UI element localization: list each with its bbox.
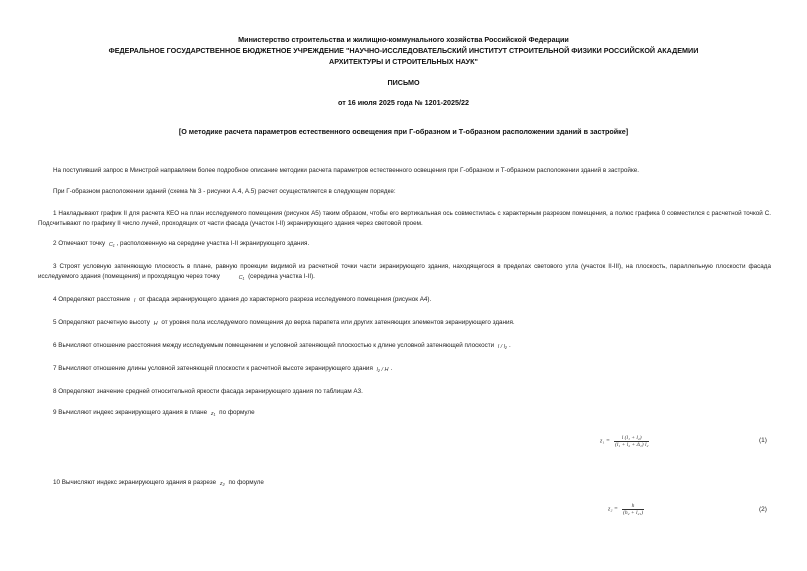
- symbol-z1: z₁: [210, 411, 216, 417]
- step-10-text-b: по формуле: [228, 479, 264, 486]
- step-9-paragraph: [53, 408, 255, 419]
- ministry-name: Министерство строительства и жилищно-коммунального хозяйства Российской Федерации: [238, 35, 569, 44]
- formula-1: [600, 432, 649, 450]
- step-7-text: 7 Вычисляют отношение длины условной затеняющей плоскости к расчетной высоте экранирующего здания: [53, 365, 373, 372]
- symbol-h: H: [153, 321, 158, 327]
- step-6-paragraph: 6 Вычисляют отношение расстояния между исследуемым помещением и условной затеняющей плоскостью к длине условной затеняющей плоскости l / l₂ .: [53, 342, 511, 350]
- step-3-paragraph: [38, 262, 771, 283]
- symbol-c1: C₁: [108, 242, 115, 248]
- symbol-z2: z₂: [219, 481, 225, 487]
- formula-2-numerator: h: [622, 503, 644, 510]
- document-subject: [О методике расчета параметров естественного освещения при Г-образном и Т-образном расположении зданий в застройке]: [178, 127, 629, 136]
- ratio-l2-h: l₂ / H: [376, 367, 389, 373]
- step-5-paragraph: [53, 318, 515, 329]
- step-3-text-b: (середина участка I-II).: [248, 273, 315, 280]
- step-1-paragraph: 1 Накладывают график II для расчета КЕО на план исследуемого помещения (рисунок А5) таким образом, чтобы его вертикальная ось совместилась с характерным разрезом помещения, а полюс графика 0 совместился с расчетной точкой С. Подсчитывают по графику II число лучей, проходящих от части фасада (участок I-II) экранирующего здания через световой проем.: [38, 210, 771, 227]
- step-10-paragraph: [53, 478, 264, 489]
- formula-1-denominator: (l₁ + l₂ + Δ₁) l₂: [614, 441, 649, 448]
- institution-name-line2: АРХИТЕКТУРЫ И СТРОИТЕЛЬНЫХ НАУК": [329, 57, 478, 66]
- intro-paragraph: На поступивший запрос в Минстрой направляем более подробное описание методики расчета параметров естественного освещения при Г-образном и Т-образном расположении зданий в застройке.: [53, 167, 640, 174]
- equation-2-number: (2): [759, 506, 767, 513]
- formula-1-lhs: z₁ =: [600, 438, 610, 445]
- ratio-l-l2: l / l₂: [497, 344, 508, 350]
- symbol-l: l: [133, 298, 136, 304]
- step-5-text-a: 5 Определяют расчетную высоту: [53, 319, 150, 326]
- step-5-text-b: от уровня пола исследуемого помещения до верха парапета или других затеняющих элементов экранирующего здания.: [161, 319, 515, 326]
- formula-1-numerator: l (l₁ + l₂): [614, 435, 649, 442]
- step-9-text-b: по формуле: [219, 409, 255, 416]
- institution-name-line1: ФЕДЕРАЛЬНОЕ ГОСУДАРСТВЕННОЕ БЮДЖЕТНОЕ УЧРЕЖДЕНИЕ "НАУЧНО-ИССЛЕДОВАТЕЛЬСКИЙ ИНСТИТУТ СТРОИТЕЛЬНОЙ ФИЗИКИ РОССИЙСКОЙ АКАДЕМИИ: [108, 46, 699, 55]
- step-8-paragraph: 8 Определяют значение средней относительной яркости фасада экранирующего здания по таблицам А3.: [53, 388, 363, 395]
- step-10-text-a: 10 Вычисляют индекс экранирующего здания в разрезе: [53, 479, 217, 486]
- formula-2-denominator: (h₂ + l₂₁): [622, 509, 644, 516]
- step-4-text-a: 4 Определяют расстояние: [53, 296, 131, 303]
- formula-2-lhs: z₂ =: [608, 506, 618, 513]
- step-6-text: 6 Вычисляют отношение расстояния между исследуемым помещением и условной затеняющей плоскостью к длине условной затеняющей плоскости: [53, 342, 495, 349]
- formula-2: [608, 500, 644, 518]
- step-9-text-a: 9 Вычисляют индекс экранирующего здания в плане: [53, 409, 208, 416]
- formula-2-fraction: [622, 503, 644, 516]
- step-7-paragraph: 7 Вычисляют отношение длины условной затеняющей плоскости к расчетной высоте экранирующего здания l₂ / H .: [53, 365, 393, 373]
- step-4-paragraph: [53, 295, 431, 306]
- g-shape-intro-paragraph: При Г-образном расположении зданий (схема № 3 - рисунки А.4, А.5) расчет осуществляется в следующем порядке:: [53, 188, 396, 195]
- formula-1-fraction: [614, 435, 649, 448]
- step-3-text-a: 3 Строят условную затеняющую плоскость в плане, равную проекции видимой из расчетной точки части экранирующего здания, находящегося в пределах светового угла (участок II-III), на плоскость, параллельную плоскости фасада исследуемого здания (помещения) и проходящую через точку: [38, 263, 771, 280]
- step-4-text-b: от фасада экранирующего здания до характерного разреза исследуемого помещения (рисунок А4).: [138, 296, 432, 303]
- step-2-text-a: 2 Отмечают точку: [53, 240, 106, 247]
- step-2-paragraph: [53, 239, 309, 250]
- equation-1-number: (1): [759, 437, 767, 444]
- document-type: ПИСЬМО: [387, 78, 420, 87]
- document-date-number: от 16 июля 2025 года № 1201-2025/22: [338, 98, 469, 107]
- symbol-c1: C₁: [238, 275, 245, 281]
- step-2-text-b: , расположенную на середине участка I-II экранирующего здания.: [116, 240, 310, 247]
